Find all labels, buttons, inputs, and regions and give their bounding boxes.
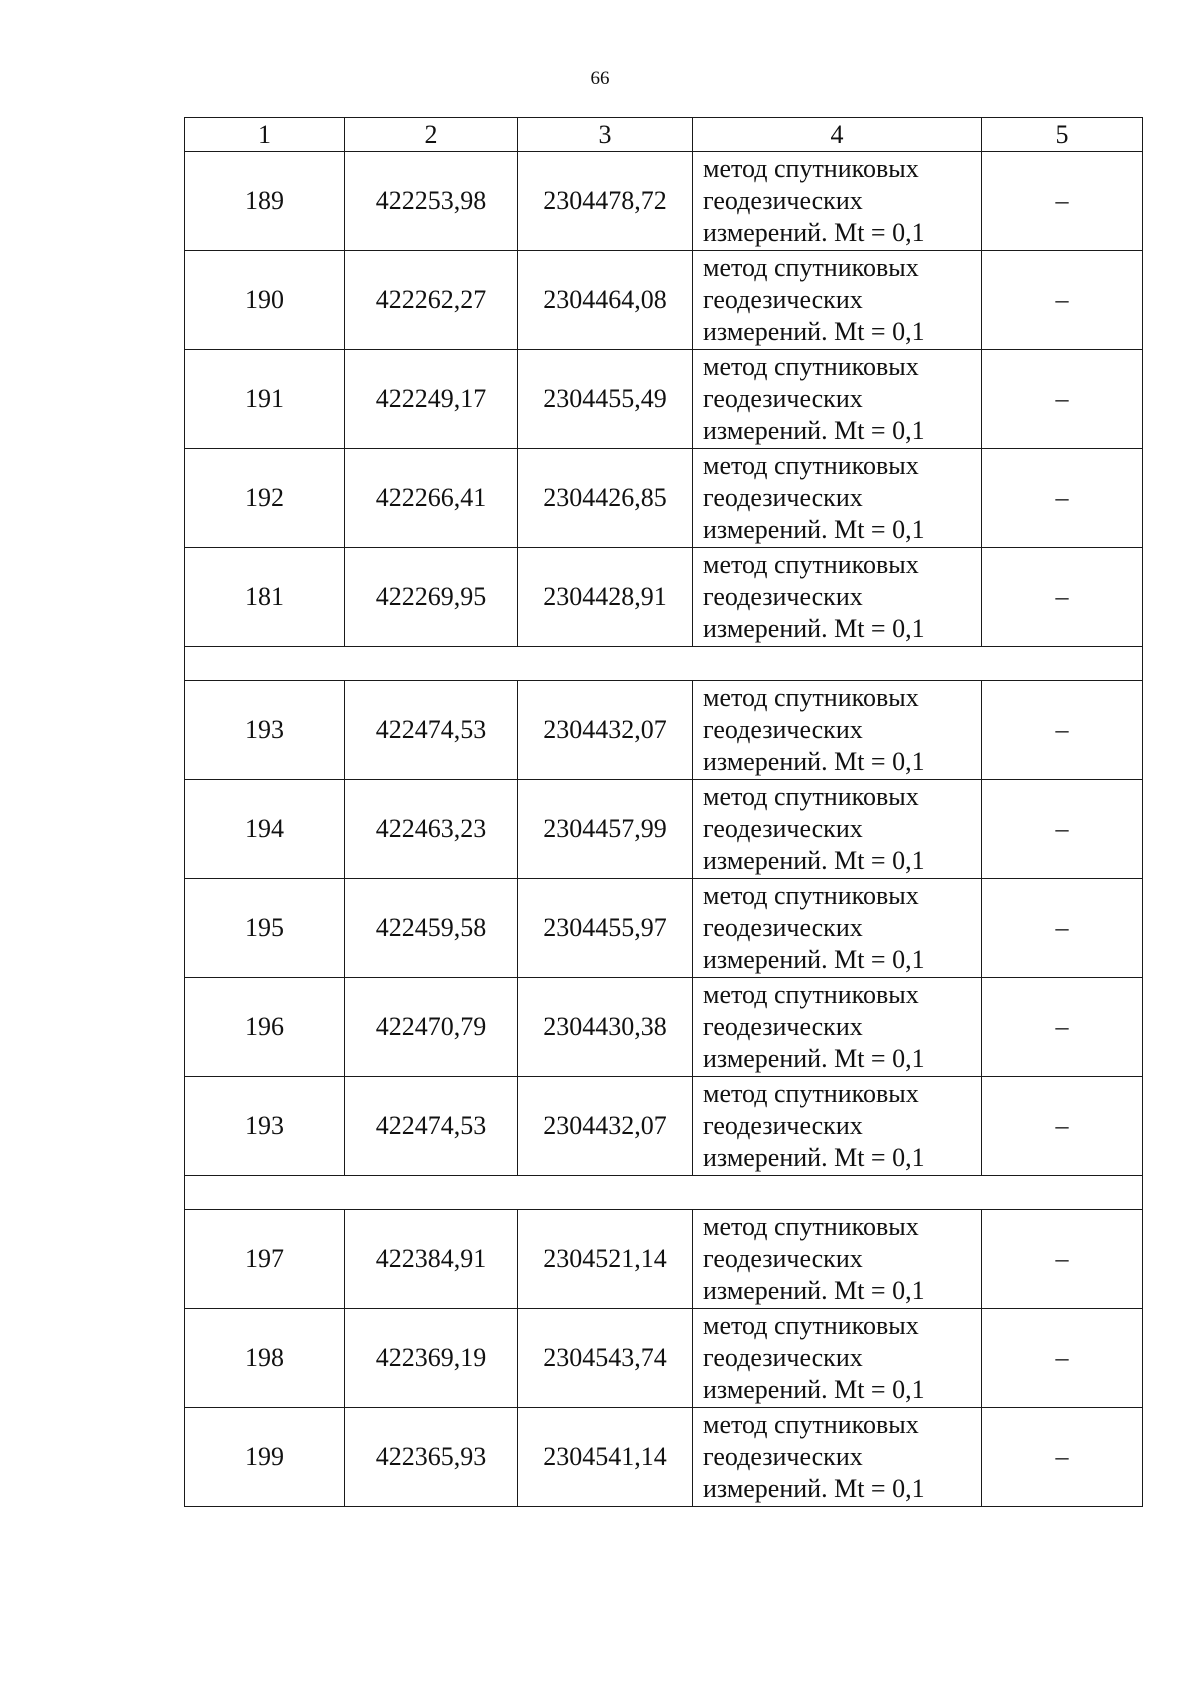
page-number: 66 <box>590 68 610 89</box>
x-coordinate-cell: 422266,41 <box>345 449 518 548</box>
description-cell: – <box>982 152 1143 251</box>
method-line: измерений. Mt = 0,1 <box>703 515 925 544</box>
method-line: измерений. Mt = 0,1 <box>703 747 925 776</box>
table-row <box>185 780 1143 879</box>
method-line: метод спутниковых <box>703 1212 919 1241</box>
coordinates-table <box>184 117 1143 1507</box>
y-coordinate-cell: 2304428,91 <box>518 548 693 647</box>
method-line: измерений. Mt = 0,1 <box>703 416 925 445</box>
method-line: геодезических <box>703 1012 863 1041</box>
method-line: геодезических <box>703 814 863 843</box>
method-line: метод спутниковых <box>703 550 919 579</box>
method-line: геодезических <box>703 186 863 215</box>
description-cell: – <box>982 1309 1143 1408</box>
description-cell: – <box>982 350 1143 449</box>
column-header: 5 <box>982 118 1143 152</box>
method-line: геодезических <box>703 483 863 512</box>
method-line: метод спутниковых <box>703 782 919 811</box>
method-cell <box>693 1408 982 1507</box>
method-line: измерений. Mt = 0,1 <box>703 317 925 346</box>
description-cell: – <box>982 1210 1143 1309</box>
section-separator-row <box>185 1176 1143 1210</box>
x-coordinate-cell: 422262,27 <box>345 251 518 350</box>
method-line: геодезических <box>703 715 863 744</box>
method-cell <box>693 350 982 449</box>
y-coordinate-cell: 2304430,38 <box>518 978 693 1077</box>
method-line: геодезических <box>703 1111 863 1140</box>
description-cell: – <box>982 1077 1143 1176</box>
x-coordinate-cell: 422474,53 <box>345 681 518 780</box>
separator-cell <box>185 1176 1143 1210</box>
column-header: 1 <box>185 118 345 152</box>
description-cell: – <box>982 978 1143 1077</box>
x-coordinate-cell: 422269,95 <box>345 548 518 647</box>
method-line: измерений. Mt = 0,1 <box>703 846 925 875</box>
description-cell: – <box>982 548 1143 647</box>
x-coordinate-cell: 422384,91 <box>345 1210 518 1309</box>
method-line: метод спутниковых <box>703 881 919 910</box>
table-header-row <box>185 118 1143 152</box>
point-number-cell: 195 <box>185 879 345 978</box>
method-line: геодезических <box>703 1343 863 1372</box>
point-number-cell: 199 <box>185 1408 345 1507</box>
method-line: метод спутниковых <box>703 1311 919 1340</box>
point-number-cell: 181 <box>185 548 345 647</box>
y-coordinate-cell: 2304426,85 <box>518 449 693 548</box>
method-line: измерений. Mt = 0,1 <box>703 1143 925 1172</box>
description-cell: – <box>982 681 1143 780</box>
y-coordinate-cell: 2304464,08 <box>518 251 693 350</box>
y-coordinate-cell: 2304457,99 <box>518 780 693 879</box>
table-row <box>185 350 1143 449</box>
method-cell <box>693 152 982 251</box>
method-line: измерений. Mt = 0,1 <box>703 1044 925 1073</box>
point-number-cell: 198 <box>185 1309 345 1408</box>
column-header: 3 <box>518 118 693 152</box>
point-number-cell: 193 <box>185 1077 345 1176</box>
point-number-cell: 197 <box>185 1210 345 1309</box>
y-coordinate-cell: 2304543,74 <box>518 1309 693 1408</box>
table-row <box>185 548 1143 647</box>
table-row <box>185 152 1143 251</box>
x-coordinate-cell: 422470,79 <box>345 978 518 1077</box>
table-row <box>185 1210 1143 1309</box>
method-line: метод спутниковых <box>703 1410 919 1439</box>
y-coordinate-cell: 2304455,49 <box>518 350 693 449</box>
method-line: измерений. Mt = 0,1 <box>703 218 925 247</box>
description-cell: – <box>982 251 1143 350</box>
column-header: 4 <box>693 118 982 152</box>
y-coordinate-cell: 2304521,14 <box>518 1210 693 1309</box>
point-number-cell: 191 <box>185 350 345 449</box>
y-coordinate-cell: 2304541,14 <box>518 1408 693 1507</box>
method-line: измерений. Mt = 0,1 <box>703 945 925 974</box>
method-line: метод спутниковых <box>703 683 919 712</box>
point-number-cell: 190 <box>185 251 345 350</box>
x-coordinate-cell: 422365,93 <box>345 1408 518 1507</box>
method-cell <box>693 449 982 548</box>
description-cell: – <box>982 1408 1143 1507</box>
method-line: метод спутниковых <box>703 352 919 381</box>
method-line: измерений. Mt = 0,1 <box>703 1276 925 1305</box>
x-coordinate-cell: 422249,17 <box>345 350 518 449</box>
column-header: 2 <box>345 118 518 152</box>
method-line: геодезических <box>703 1244 863 1273</box>
point-number-cell: 192 <box>185 449 345 548</box>
table-row <box>185 1077 1143 1176</box>
method-cell <box>693 1210 982 1309</box>
section-separator-row <box>185 647 1143 681</box>
table-row <box>185 978 1143 1077</box>
x-coordinate-cell: 422474,53 <box>345 1077 518 1176</box>
method-line: измерений. Mt = 0,1 <box>703 614 925 643</box>
point-number-cell: 194 <box>185 780 345 879</box>
method-cell <box>693 780 982 879</box>
method-cell <box>693 1309 982 1408</box>
method-line: измерений. Mt = 0,1 <box>703 1474 925 1503</box>
method-line: метод спутниковых <box>703 1079 919 1108</box>
point-number-cell: 189 <box>185 152 345 251</box>
table-row <box>185 1309 1143 1408</box>
table-row <box>185 251 1143 350</box>
separator-cell <box>185 647 1143 681</box>
method-cell <box>693 879 982 978</box>
x-coordinate-cell: 422459,58 <box>345 879 518 978</box>
point-number-cell: 193 <box>185 681 345 780</box>
table-row <box>185 879 1143 978</box>
method-cell <box>693 681 982 780</box>
method-cell <box>693 978 982 1077</box>
method-line: геодезических <box>703 913 863 942</box>
method-line: геодезических <box>703 1442 863 1471</box>
table-body <box>185 152 1143 1507</box>
method-cell <box>693 1077 982 1176</box>
y-coordinate-cell: 2304478,72 <box>518 152 693 251</box>
table-row <box>185 681 1143 780</box>
method-cell <box>693 548 982 647</box>
description-cell: – <box>982 780 1143 879</box>
x-coordinate-cell: 422369,19 <box>345 1309 518 1408</box>
method-line: геодезических <box>703 384 863 413</box>
method-line: измерений. Mt = 0,1 <box>703 1375 925 1404</box>
table-row <box>185 1408 1143 1507</box>
method-line: метод спутниковых <box>703 451 919 480</box>
method-line: метод спутниковых <box>703 980 919 1009</box>
description-cell: – <box>982 449 1143 548</box>
description-cell: – <box>982 879 1143 978</box>
y-coordinate-cell: 2304432,07 <box>518 681 693 780</box>
y-coordinate-cell: 2304455,97 <box>518 879 693 978</box>
method-cell <box>693 251 982 350</box>
x-coordinate-cell: 422253,98 <box>345 152 518 251</box>
y-coordinate-cell: 2304432,07 <box>518 1077 693 1176</box>
method-line: геодезических <box>703 582 863 611</box>
method-line: метод спутниковых <box>703 253 919 282</box>
table-row <box>185 449 1143 548</box>
method-line: геодезических <box>703 285 863 314</box>
method-line: метод спутниковых <box>703 154 919 183</box>
x-coordinate-cell: 422463,23 <box>345 780 518 879</box>
point-number-cell: 196 <box>185 978 345 1077</box>
